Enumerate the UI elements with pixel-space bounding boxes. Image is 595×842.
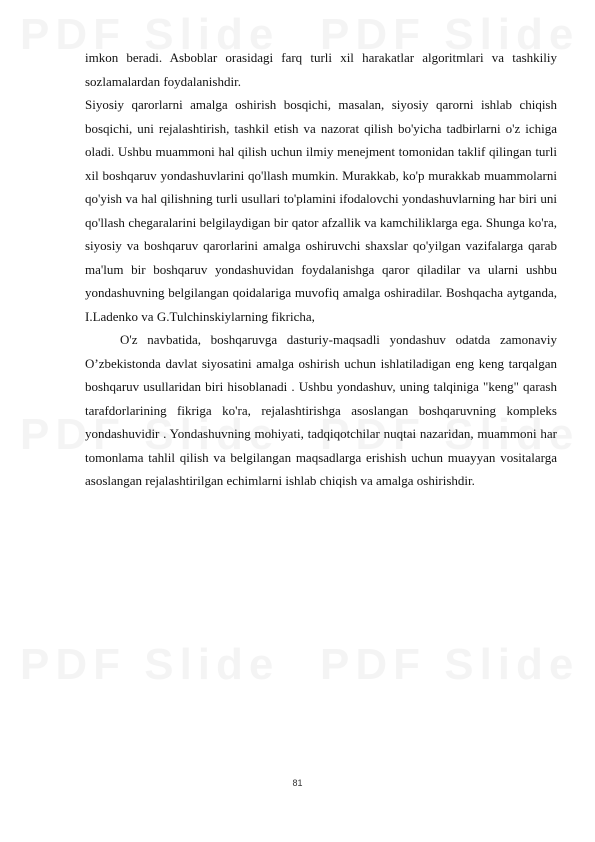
paragraph-political-decisions: Siyosiy qarorlarni amalga oshirish bosqichi, masalan, siyosiy qarorni ishlab chiqish bosqichi, uni rejalashtirish, tashkil etish va nazorat qilish bo'yicha tadbirlarni o'z ichiga oladi. Ushbu muammoni hal qilish uchun ilmiy menejment tomonidan taklif qilingan turli xil boshqaruv yondashuvlarini qo'llash mumkin. Murakkab, ko'p murakkab muammolarni qo'yish va hal qilishning turli usullari to'plamini ifodalovchi yondashuvlarning har biri uni qo'llash chegaralarini belgilaydigan bir qator afzallik va kamchiliklarga ega. Shunga ko'ra, siyosiy va boshqaruv qarorlarini amalga oshiruvchi shaxslar qo'yilgan vazifalarga qarab ma'lum bir boshqaruv yondashuvidan foydalanishga qaror qiladilar va ularni ushbu yondashuvning belgilangan qoidalariga muvofiq amalga oshiradilar. Boshqacha aytganda, I.Ladenko va G.Tulchinskiylarning fikricha, — [85, 97, 557, 324]
watermark-text — [20, 640, 279, 690]
watermark-text — [320, 640, 579, 690]
page-body — [85, 46, 557, 493]
page-number: 81 — [292, 778, 303, 788]
paragraph-program-target-approach: O'z navbatida, boshqaruvga dasturiy-maqsadli yondashuv odatda zamonaviy O’zbekistonda davlat siyosatini amalga oshirish uchun ishlatiladigan eng keng tarqalgan boshqaruv usullaridan biri hisoblanadi . Ushbu yondashuv, uning talqiniga "keng" qarash tarafdorlarining fikriga ko'ra, rejalashtirishga asoslangan boshqaruvning kompleks yondashuvidir . Yondashuvning mohiyati, tadqiqotchilar nuqtai nazaridan, muammoni har tomonlama tahlil qilish va belgilangan maqsadlarga erishish uchun muayyan vositalarga asoslangan rejalashtirilgan echimlarni ishlab chiqish va amalga oshirishdir. — [85, 332, 557, 488]
paragraph-continuation: imkon beradi. Asboblar orasidagi farq turli xil harakatlar algoritmlari va tashkiliy sozlamalardan foydalanishdir. — [85, 50, 557, 89]
